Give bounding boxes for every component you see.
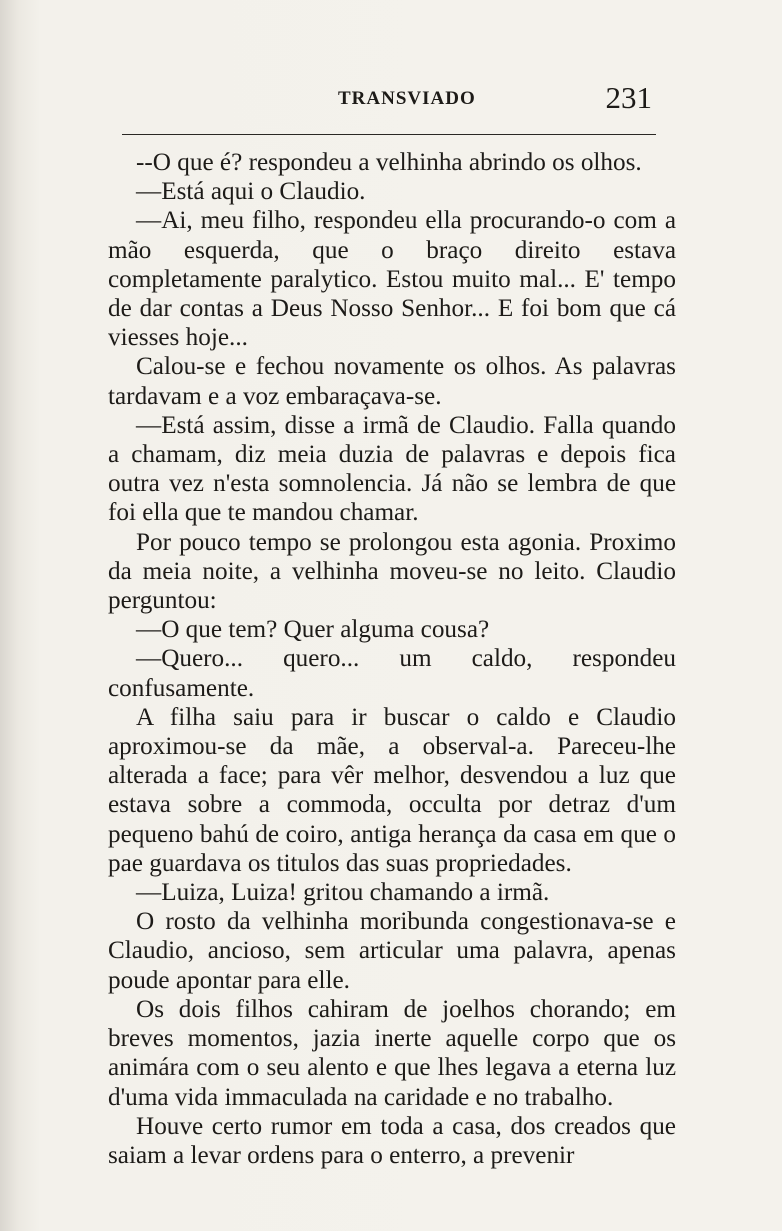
paragraph: —Está aqui o Claudio. — [136, 178, 366, 206]
paragraph: —Luiza, Luiza! gritou chamando a irmã. — [136, 879, 550, 907]
paragraph: A filha saiu para ir buscar o caldo e Claudio aproximou-se da mãe, a observal-a. Pareceu-lhe alterada a face; para vêr melhor, desvendou a luz que estava sobre a commoda, occulta por detraz d'um pequeno bahú de coiro, antiga herança da casa em que o pae guardava os titulos das suas propriedades. — [108, 703, 676, 877]
page-header — [108, 80, 656, 120]
paragraph: Calou-se e fechou novamente os olhos. As palavras tardavam e a voz embaraçava-se. — [108, 353, 676, 410]
paragraph: Houve certo rumor em toda a casa, dos creados que saiam a levar ordens para o enterro, a prevenir — [108, 1112, 676, 1169]
body-text — [108, 148, 676, 1170]
page-number: 231 — [605, 80, 652, 115]
paragraph: --O que é? respondeu a velhinha abrindo os olhos. — [136, 149, 642, 176]
running-title: TRANSVIADO — [338, 88, 476, 109]
paragraph: —O que tem? Quer alguma cousa? — [136, 616, 490, 644]
header-rule — [122, 134, 656, 135]
paragraph: Por pouco tempo se prolongou esta agonia. Proximo da meia noite, a velhinha moveu-se no leito. Claudio perguntou: — [108, 528, 676, 615]
paragraph: —Quero... quero... um caldo, respondeu confusamente. — [108, 645, 676, 702]
paragraph: —Ai, meu filho, respondeu ella procurando-o com a mão esquerda, que o braço direito estava completamente paralytico. Estou muito mal... E' tempo de dar contas a Deus Nosso Senhor... E foi bom que cá viesses hoje... — [108, 207, 676, 352]
paragraph: Os dois filhos cahiram de joelhos chorando; em breves momentos, jazia inerte aquelle corpo que os animára com o seu alento e que lhes legava a eterna luz d'uma vida immaculada na caridade e no trabalho. — [108, 995, 676, 1111]
paragraph: —Está assim, disse a irmã de Claudio. Falla quando a chamam, diz meia duzia de palavras e depois fica outra vez n'esta somnolencia. Já não se lembra de que foi ella que te mandou chamar. — [108, 411, 676, 527]
paragraph: O rosto da velhinha moribunda congestionava-se e Claudio, ancioso, sem articular uma palavra, apenas poude apontar para elle. — [108, 908, 676, 994]
